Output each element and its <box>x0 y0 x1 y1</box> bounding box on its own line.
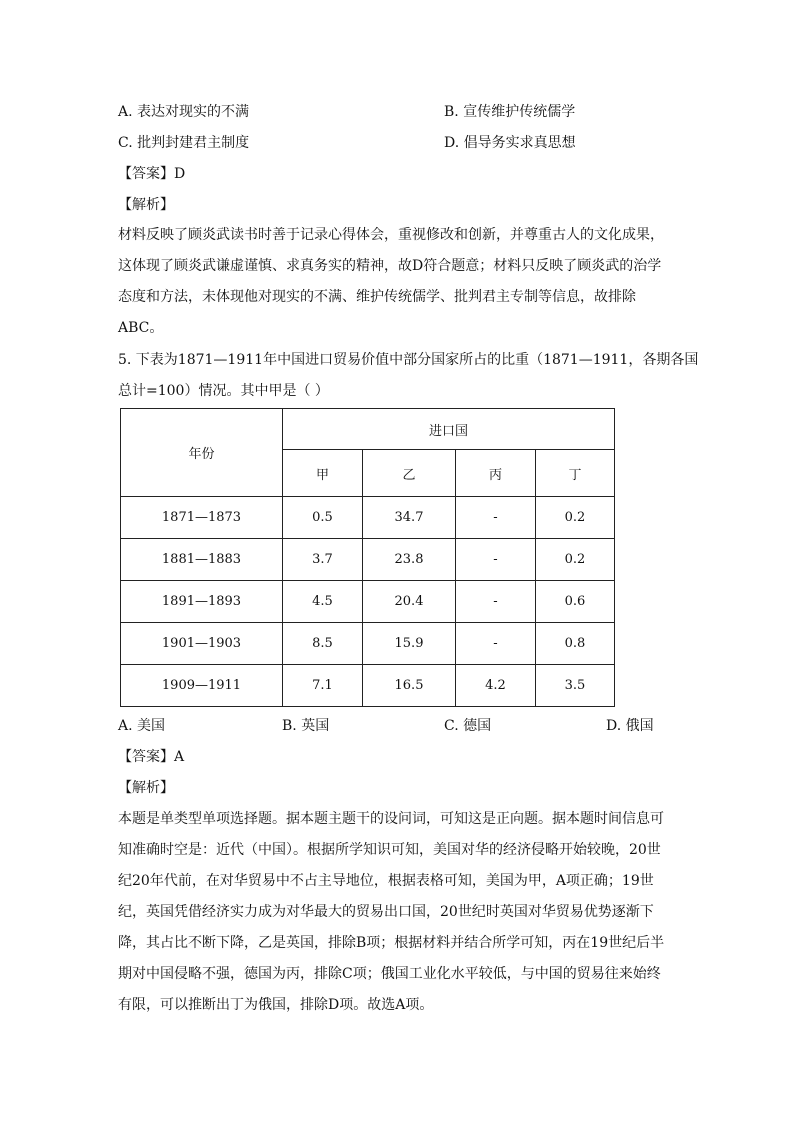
q5-analysis-line: 本题是单类型单项选择题。据本题主题干的设问词，可知这是正向题。据本题时间信息可 <box>118 811 664 827</box>
q4-analysis-line: 这体现了顾炎武谦虚谨慎、求真务实的精神，故D符合题意；材料只反映了顾炎武的治学 <box>118 258 662 274</box>
q5-analysis-text <box>118 804 678 1021</box>
table-cell: 15.9 <box>363 623 456 665</box>
table-cell: 8.5 <box>283 623 363 665</box>
table-cell: 16.5 <box>363 665 456 707</box>
q5-stem-line: 总计=100）情况。其中甲是（ ） <box>118 383 329 399</box>
table-cell: 4.2 <box>456 665 536 707</box>
table-row <box>121 539 615 581</box>
q5-analysis-title: 【解析】 <box>118 780 174 796</box>
table-header-bing: 丙 <box>456 450 536 497</box>
table-cell-year: 1871—1873 <box>121 497 283 539</box>
q5-stem <box>118 345 699 407</box>
q5-option-d: D. 俄国 <box>606 718 654 734</box>
table-cell: 23.8 <box>363 539 456 581</box>
table-cell: 0.2 <box>536 497 615 539</box>
q5-analysis-line: 降，其占比不断下降，乙是英国，排除B项；根据材料并结合所学可知，丙在19世纪后半 <box>118 935 665 951</box>
table-header-year: 年份 <box>121 409 283 497</box>
q4-answer: 【答案】D <box>118 166 186 182</box>
table-cell: 0.6 <box>536 581 615 623</box>
q4-analysis-line: ABC。 <box>118 320 164 336</box>
table-row <box>121 665 615 707</box>
q4-option-a: A. 表达对现实的不满 <box>118 104 250 120</box>
table-cell-year: 1909—1911 <box>121 665 283 707</box>
q5-analysis-line: 有限，可以推断出丁为俄国，排除D项。故选A项。 <box>118 997 434 1013</box>
q5-stem-line: 5. 下表为1871—1911年中国进口贸易价值中部分国家所占的比重（1871—1911，各期各国 <box>118 352 699 368</box>
table-cell: 3.5 <box>536 665 615 707</box>
import-share-table <box>120 408 615 707</box>
q5-answer: 【答案】A <box>118 749 185 765</box>
table-cell: 0.5 <box>283 497 363 539</box>
table-cell-year: 1881—1883 <box>121 539 283 581</box>
table-cell: 4.5 <box>283 581 363 623</box>
table-row <box>121 623 615 665</box>
q4-option-c: C. 批判封建君主制度 <box>118 135 250 151</box>
table-cell: - <box>456 497 536 539</box>
table-row <box>121 497 615 539</box>
q5-option-a: A. 美国 <box>118 718 166 734</box>
q5-analysis-line: 期对中国侵略不强，德国为丙，排除C项；俄国工业化水平较低，与中国的贸易往来始终 <box>118 966 661 982</box>
table-header-jia: 甲 <box>283 450 363 497</box>
q5-analysis-line: 纪20年代前，在对华贸易中不占主导地位，根据表格可知，美国为甲，A项正确；19世 <box>118 873 654 889</box>
q5-option-b: B. 英国 <box>282 718 330 734</box>
table-header-yi: 乙 <box>363 450 456 497</box>
table-cell-year: 1901—1903 <box>121 623 283 665</box>
table-cell: 7.1 <box>283 665 363 707</box>
table-cell: - <box>456 581 536 623</box>
q4-analysis-line: 态度和方法，未体现他对现实的不满、维护传统儒学、批判君主专制等信息，故排除 <box>118 289 636 305</box>
q4-analysis-text <box>118 220 678 344</box>
table-header-ding: 丁 <box>536 450 615 497</box>
q4-option-d: D. 倡导务实求真思想 <box>444 135 576 151</box>
q4-analysis-line: 材料反映了顾炎武读书时善于记录心得体会，重视修改和创新，并尊重古人的文化成果， <box>118 227 664 243</box>
table-cell: - <box>456 623 536 665</box>
table-row <box>121 581 615 623</box>
table-cell: 0.2 <box>536 539 615 581</box>
table-cell: - <box>456 539 536 581</box>
table-cell-year: 1891—1893 <box>121 581 283 623</box>
table-cell: 0.8 <box>536 623 615 665</box>
q5-option-c: C. 德国 <box>444 718 492 734</box>
q4-option-b: B. 宣传维护传统儒学 <box>444 104 576 120</box>
table-cell: 20.4 <box>363 581 456 623</box>
table-cell: 34.7 <box>363 497 456 539</box>
table-cell: 3.7 <box>283 539 363 581</box>
q5-analysis-line: 知准确时空是：近代（中国）。根据所学知识可知，美国对华的经济侵略开始较晚，20世 <box>118 842 661 858</box>
q5-analysis-line: 纪，英国凭借经济实力成为对华最大的贸易出口国，20世纪时英国对华贸易优势逐渐下 <box>118 904 654 920</box>
q4-analysis-title: 【解析】 <box>118 197 174 213</box>
table-header-import-country: 进口国 <box>283 409 615 450</box>
